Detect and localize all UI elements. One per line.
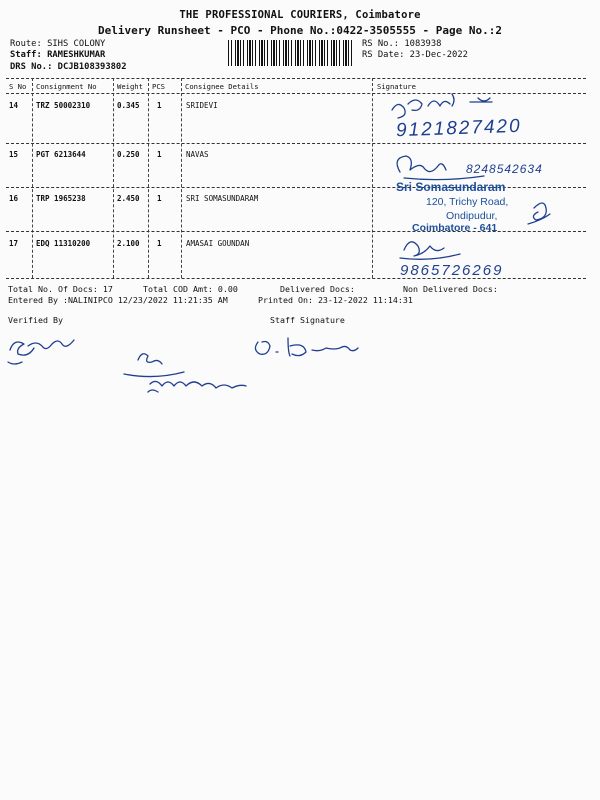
barcode-bar	[297, 40, 299, 66]
barcode-bar	[261, 40, 263, 66]
row-15-sno: 15	[9, 150, 19, 159]
barcode-bar	[247, 40, 248, 66]
row-14-consignment: TRZ 50002310	[36, 101, 91, 110]
barcode-bar	[264, 40, 265, 66]
barcode-bar	[240, 40, 241, 66]
barcode-bar	[343, 40, 344, 66]
staff-signature	[255, 338, 358, 356]
col-divider	[372, 78, 373, 278]
barcode-bar	[336, 40, 337, 66]
row-14-consignee: SRIDEVI	[186, 101, 218, 110]
drs-number: DRS No.: DCJB108393802	[10, 62, 127, 72]
barcode-bar	[327, 40, 328, 66]
row-14-handwritten-phone: 9121827420	[395, 115, 522, 142]
total-cod: Total COD Amt: 0.00	[143, 284, 238, 294]
stamp-line-1: Sri Somasundaram	[396, 180, 506, 194]
barcode-bar	[279, 40, 280, 66]
barcode-bar	[237, 40, 239, 66]
col-header-signature: Signature	[377, 82, 416, 91]
row-14-pcs: 1	[157, 101, 162, 110]
row-16-consignment: TRP 1965238	[36, 194, 86, 203]
row-17-handwritten-phone: 9865726269	[400, 262, 504, 279]
col-header-consignment: Consignment No	[36, 82, 97, 91]
row-15-consignment: PGT 6213644	[36, 150, 86, 159]
runsheet-subtitle: Delivery Runsheet - PCO - Phone No.:0422-3505555 - Page No.:2	[98, 24, 502, 37]
row-14-sno: 14	[9, 101, 19, 110]
barcode-bar	[255, 40, 256, 66]
col-header-pcs: PCS	[152, 82, 165, 91]
barcode-bar	[283, 40, 284, 66]
barcode-bar	[231, 40, 232, 66]
row-15-weight: 0.250	[117, 150, 140, 159]
col-divider	[148, 78, 149, 278]
col-divider	[181, 78, 182, 278]
barcode-bar	[300, 40, 301, 66]
verified-by-signature	[8, 340, 74, 364]
barcode-bar	[315, 40, 316, 66]
barcode-bar	[333, 40, 335, 66]
barcode-image	[228, 40, 354, 66]
printed-on: Printed On: 23-12-2022 11:14:31	[258, 295, 413, 305]
stamp-line-4: Coimbatore - 641	[412, 222, 498, 234]
barcode-bar	[321, 40, 323, 66]
barcode-bar	[288, 40, 289, 66]
barcode-bar	[312, 40, 313, 66]
barcode-bar	[331, 40, 332, 66]
barcode-bar	[276, 40, 277, 66]
barcode-bar	[243, 40, 244, 66]
barcode-bar	[324, 40, 325, 66]
staff-signature-label: Staff Signature	[270, 315, 345, 325]
barcode-bar	[348, 40, 349, 66]
barcode-bar	[252, 40, 253, 66]
row-14-weight: 0.345	[117, 101, 140, 110]
table-header-rule	[6, 93, 586, 94]
row-rule	[6, 231, 586, 232]
col-divider	[32, 78, 33, 278]
barcode-bar	[351, 40, 352, 66]
col-header-consignee: Consignee Details	[185, 82, 259, 91]
barcode-bar	[345, 40, 347, 66]
row-15-handwritten-phone: 8248542634	[466, 162, 543, 176]
row-17-signature	[400, 242, 460, 260]
stamp-line-2: 120, Trichy Road,	[426, 196, 509, 208]
barcode-bar	[303, 40, 304, 66]
barcode-bar	[291, 40, 292, 66]
row-17-sno: 17	[9, 239, 19, 248]
company-title: THE PROFESSIONAL COURIERS, Coimbatore	[179, 9, 421, 21]
non-delivered-docs: Non Delivered Docs:	[403, 284, 498, 294]
row-17-consignment: EDQ 11310200	[36, 239, 91, 248]
table-top-rule	[6, 78, 586, 79]
row-16-pcs: 1	[157, 194, 162, 203]
barcode-bar	[267, 40, 268, 66]
col-header-weight: Weight	[117, 82, 143, 91]
rs-number: RS No.: 1083938	[362, 39, 442, 49]
barcode-bar	[271, 40, 272, 66]
row-17-weight: 2.100	[117, 239, 140, 248]
barcode-bar	[319, 40, 320, 66]
barcode-bar	[307, 40, 308, 66]
barcode-bar	[259, 40, 260, 66]
verified-by-label: Verified By	[8, 315, 63, 325]
row-16-consignee: SRI SOMASUNDARAM	[186, 194, 259, 203]
delivered-docs: Delivered Docs:	[280, 284, 355, 294]
row-rule	[6, 143, 586, 144]
second-verifier-signature	[124, 354, 246, 392]
total-docs: Total No. Of Docs: 17	[8, 284, 113, 294]
col-divider	[113, 78, 114, 278]
route-label: Route: SIHS COLONY	[10, 39, 106, 49]
entered-by: Entered By :NALINIPCO 12/23/2022 11:21:35 AM	[8, 295, 228, 305]
rs-date: RS Date: 23-Dec-2022	[362, 50, 468, 60]
barcode-bar	[309, 40, 311, 66]
barcode-bar	[228, 40, 229, 66]
row-14-signature	[392, 94, 492, 118]
barcode-bar	[295, 40, 296, 66]
barcode-bar	[273, 40, 275, 66]
row-16-sno: 16	[9, 194, 19, 203]
staff-label: Staff: RAMESHKUMAR	[10, 50, 106, 60]
stamp-line-3: Ondipudur,	[446, 210, 498, 222]
barcode-bar	[285, 40, 287, 66]
row-15-pcs: 1	[157, 150, 162, 159]
col-header-sno: S No	[9, 82, 27, 91]
row-16-signature	[528, 203, 550, 224]
barcode-bar	[249, 40, 251, 66]
row-17-consignee: AMASAI GOUNDAN	[186, 239, 250, 248]
row-16-weight: 2.450	[117, 194, 140, 203]
row-15-consignee: NAVAS	[186, 150, 209, 159]
row-17-pcs: 1	[157, 239, 162, 248]
barcode-bar	[339, 40, 340, 66]
barcode-bar	[235, 40, 236, 66]
